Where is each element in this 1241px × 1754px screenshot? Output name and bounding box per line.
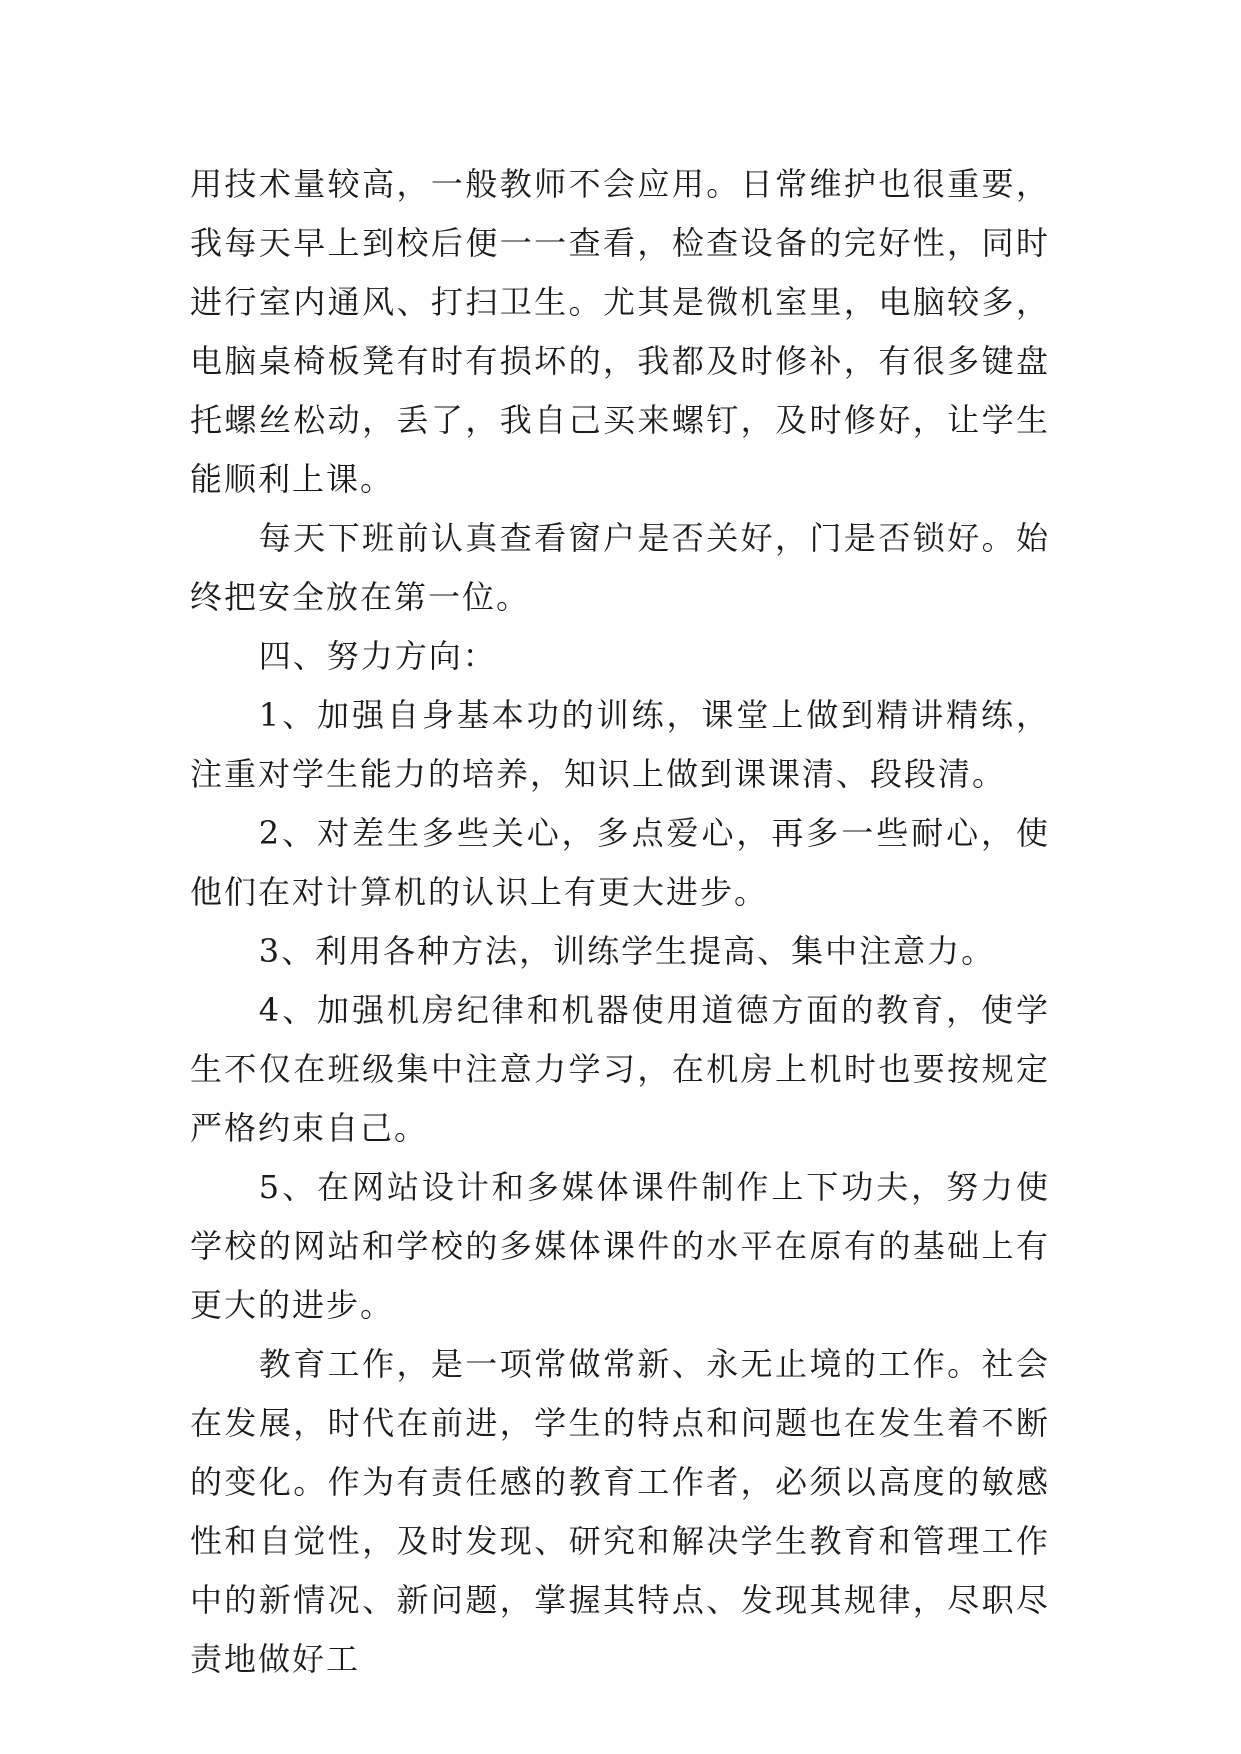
list-item-4: 4、加强机房纪律和机器使用道德方面的教育，使学生不仅在班级集中注意力学习，在机房上机时也要按规定严格约束自己。 bbox=[190, 991, 1050, 1147]
section-heading-direction: 四、努力方向： bbox=[258, 637, 497, 675]
list-item-2: 2、对差生多些关心，多点爱心，再多一些耐心，使他们在对计算机的认识上有更大进步。 bbox=[190, 814, 1050, 911]
list-item-5: 5、在网站设计和多媒体课件制作上下功夫，努力使学校的网站和学校的多媒体课件的水平在原有的基础上有更大的进步。 bbox=[190, 1168, 1050, 1324]
document-page bbox=[190, 155, 1050, 1689]
paragraph-safety: 每天下班前认真查看窗户是否关好，门是否锁好。始终把安全放在第一位。 bbox=[190, 519, 1050, 616]
paragraph-maintenance: 用技术量较高，一般教师不会应用。日常维护也很重要，我每天早上到校后便一一查看，检查设备的完好性，同时进行室内通风、打扫卫生。尤其是微机室里，电脑较多，电脑桌椅板凳有时有损坏的，我都及时修补，有很多键盘托螺丝松动，丢了，我自己买来螺钉，及时修好，让学生能顺利上课。 bbox=[190, 165, 1050, 498]
paragraph-conclusion: 教育工作，是一项常做常新、永无止境的工作。社会在发展，时代在前进，学生的特点和问题也在发生着不断的变化。作为有责任感的教育工作者，必须以高度的敏感性和自觉性，及时发现、研究和解决学生教育和管理工作中的新情况、新问题，掌握其特点、发现其规律，尽职尽责地做好工 bbox=[190, 1345, 1050, 1678]
list-item-1: 1、加强自身基本功的训练，课堂上做到精讲精练，注重对学生能力的培养，知识上做到课课清、段段清。 bbox=[190, 696, 1050, 793]
list-item-3: 3、利用各种方法，训练学生提高、集中注意力。 bbox=[258, 932, 996, 970]
